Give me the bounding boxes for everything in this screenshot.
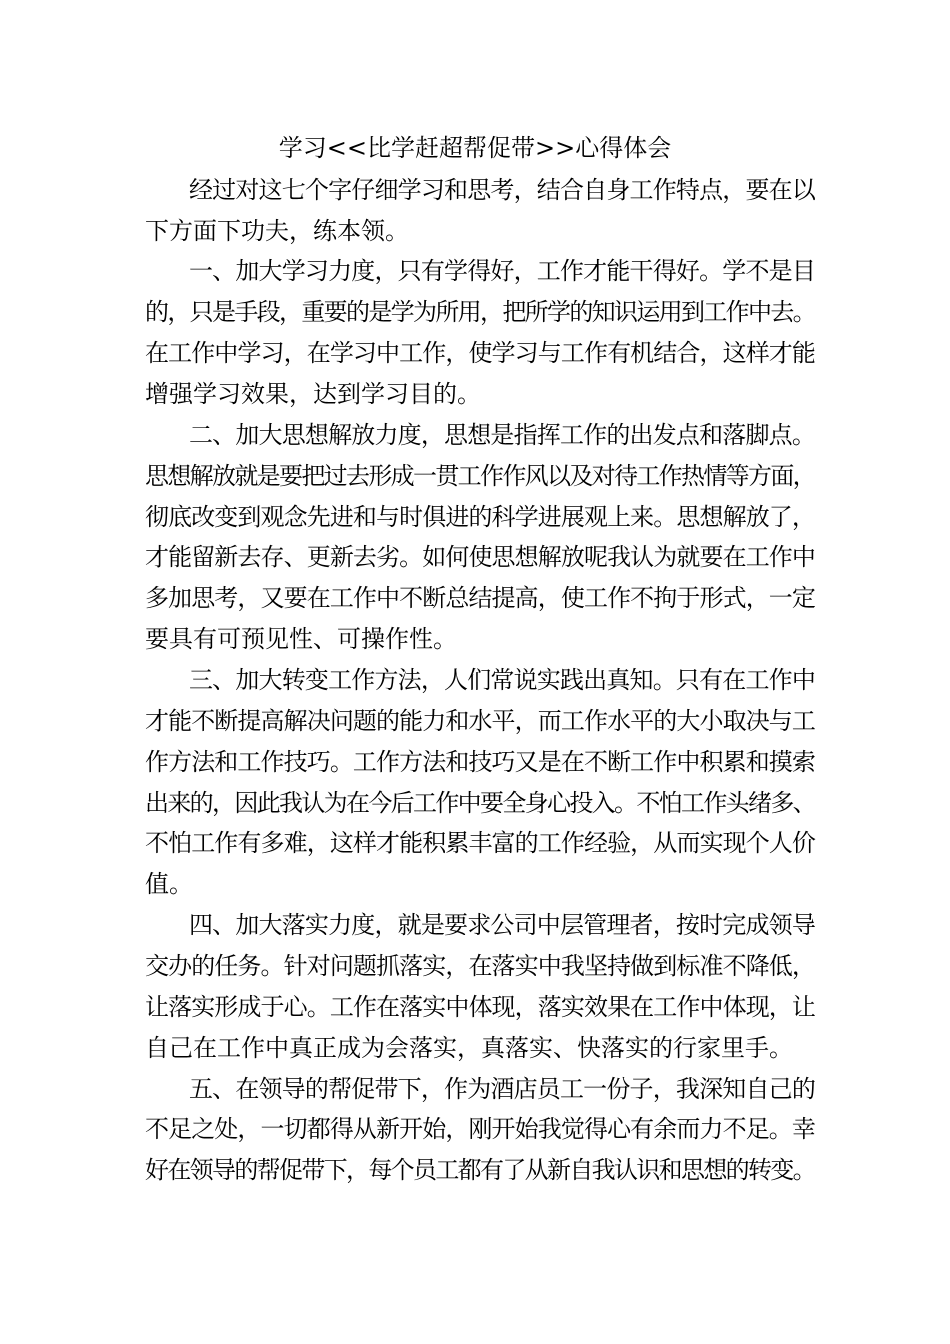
text-line: 五、在领导的帮促带下，作为酒店员工一份子，我深知自己的	[189, 1075, 815, 1103]
text-line: 增强学习效果，达到学习目的。	[145, 380, 481, 408]
text-line: 让落实形成于心。工作在落实中体现，落实效果在工作中体现，让	[145, 993, 815, 1021]
text-line: 值。	[145, 870, 193, 898]
document-title: 学习<<比学赶超帮促带>>心得体会	[278, 134, 672, 162]
text-line: 思想解放就是要把过去形成一贯工作作风以及对待工作热情等方面，	[145, 462, 815, 490]
text-line: 在工作中学习，在学习中工作，使学习与工作有机结合，这样才能	[145, 339, 815, 367]
text-line: 要具有可预见性、可操作性。	[145, 625, 457, 653]
text-line: 的，只是手段，重要的是学为所用，把所学的知识运用到工作中去。	[145, 298, 815, 326]
text-line: 一、加大学习力度，只有学得好，工作才能干得好。学不是目	[189, 257, 815, 285]
text-line: 出来的，因此我认为在今后工作中要全身心投入。不怕工作头绪多、	[145, 789, 815, 817]
text-line: 经过对这七个字仔细学习和思考，结合自身工作特点，要在以	[189, 176, 815, 204]
text-line: 彻底改变到观念先进和与时俱进的科学进展观上来。思想解放了，	[145, 503, 815, 531]
text-line: 自己在工作中真正成为会落实，真落实、快落实的行家里手。	[145, 1034, 793, 1062]
text-line: 好在领导的帮促带下，每个员工都有了从新自我认识和思想的转变。	[145, 1156, 815, 1184]
text-line: 二、加大思想解放力度，思想是指挥工作的出发点和落脚点。	[189, 421, 815, 449]
text-line: 三、加大转变工作方法，人们常说实践出真知。只有在工作中	[189, 666, 815, 694]
text-line: 多加思考，又要在工作中不断总结提高，使工作不拘于形式，一定	[145, 584, 815, 612]
text-line: 作方法和工作技巧。工作方法和技巧又是在不断工作中积累和摸索	[145, 748, 815, 776]
text-line: 才能不断提高解决问题的能力和水平，而工作水平的大小取决与工	[145, 707, 815, 735]
text-line: 四、加大落实力度，就是要求公司中层管理者，按时完成领导	[189, 911, 815, 939]
text-line: 才能留新去存、更新去劣。如何使思想解放呢我认为就要在工作中	[145, 543, 815, 571]
text-line: 不怕工作有多难，这样才能积累丰富的工作经验，从而实现个人价	[145, 829, 815, 857]
text-line: 不足之处，一切都得从新开始，刚开始我觉得心有余而力不足。幸	[145, 1115, 815, 1143]
text-line: 下方面下功夫，练本领。	[145, 217, 409, 245]
text-line: 交办的任务。针对问题抓落实，在落实中我坚持做到标准不降低，	[145, 952, 815, 980]
